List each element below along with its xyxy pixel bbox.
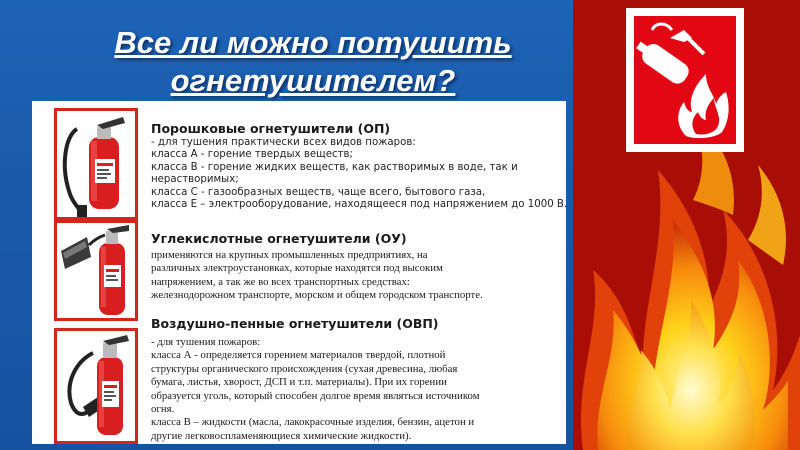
section-heading: Углекислотные огнетушители (ОУ) [151, 231, 407, 246]
co2-extinguisher-image [54, 220, 138, 321]
section-body [151, 137, 567, 211]
foam-extinguisher-icon [57, 331, 135, 441]
co2-extinguisher-icon [57, 223, 135, 318]
section-line: огня. [151, 403, 175, 416]
section-foam [151, 316, 480, 443]
section-line: класса Е – электрооборудование, находящееся под напряжением до 1000 В. [151, 199, 568, 211]
section-powder [151, 121, 567, 211]
powder-extinguisher-icon [57, 111, 135, 217]
fire-extinguisher-sign [626, 8, 744, 152]
section-line: другие легковоспламеняющиеся химические жидкости). [151, 429, 412, 442]
section-heading: Порошковые огнетушители (ОП) [151, 121, 391, 136]
section-line: класса С - газообразных веществ, чаще всего, бытового газа, [151, 186, 486, 198]
section-line: применяются на крупных промышленных предприятиях, на [151, 249, 428, 261]
section-line: - для тушения практически всех видов пожаров: [151, 137, 416, 148]
section-line: нерастворимых; [151, 174, 239, 186]
foam-extinguisher-image [54, 328, 138, 444]
section-heading: Воздушно-пенные огнетушители (ОВП) [151, 316, 439, 331]
section-line: класса А - определяется горением материалов твердой, плотной [151, 349, 446, 362]
section-line: структуры органического происхождения (сухая древесина, любая [151, 362, 458, 375]
section-line: различных электроустановках, которые находятся под высоким [151, 262, 443, 275]
section-line: класса В – жидкости (масла, лакокрасочные изделия, бензин, ацетон и [151, 416, 475, 429]
section-line: класса В - горение жидких веществ, как растворимых в воде, так и [151, 161, 518, 173]
section-body [151, 249, 483, 303]
section-line: класса А - горение твердых веществ; [151, 149, 353, 161]
section-line: образуется уголь, который способен долгое время являться источником [151, 389, 480, 402]
info-panel [32, 101, 566, 444]
section-body [151, 336, 480, 443]
powder-extinguisher-image [54, 108, 138, 220]
section-line: напряжением, а так же во всех транспортных средствах: [151, 275, 410, 288]
section-line: - для тушения пожаров: [151, 336, 261, 348]
section-line: железнодорожном транспорте, морском и общем городском транспорте. [151, 289, 483, 302]
title-line-1: Все ли можно потушить [114, 25, 512, 60]
section-line: бумага, листья, хворост, ДСП и т.п. материалы). При их горении [151, 376, 447, 389]
slide-title [78, 24, 548, 100]
section-co2 [151, 231, 483, 303]
title-line-2: огнетушителем? [170, 63, 456, 98]
fire-extinguisher-sign-icon [626, 8, 744, 152]
